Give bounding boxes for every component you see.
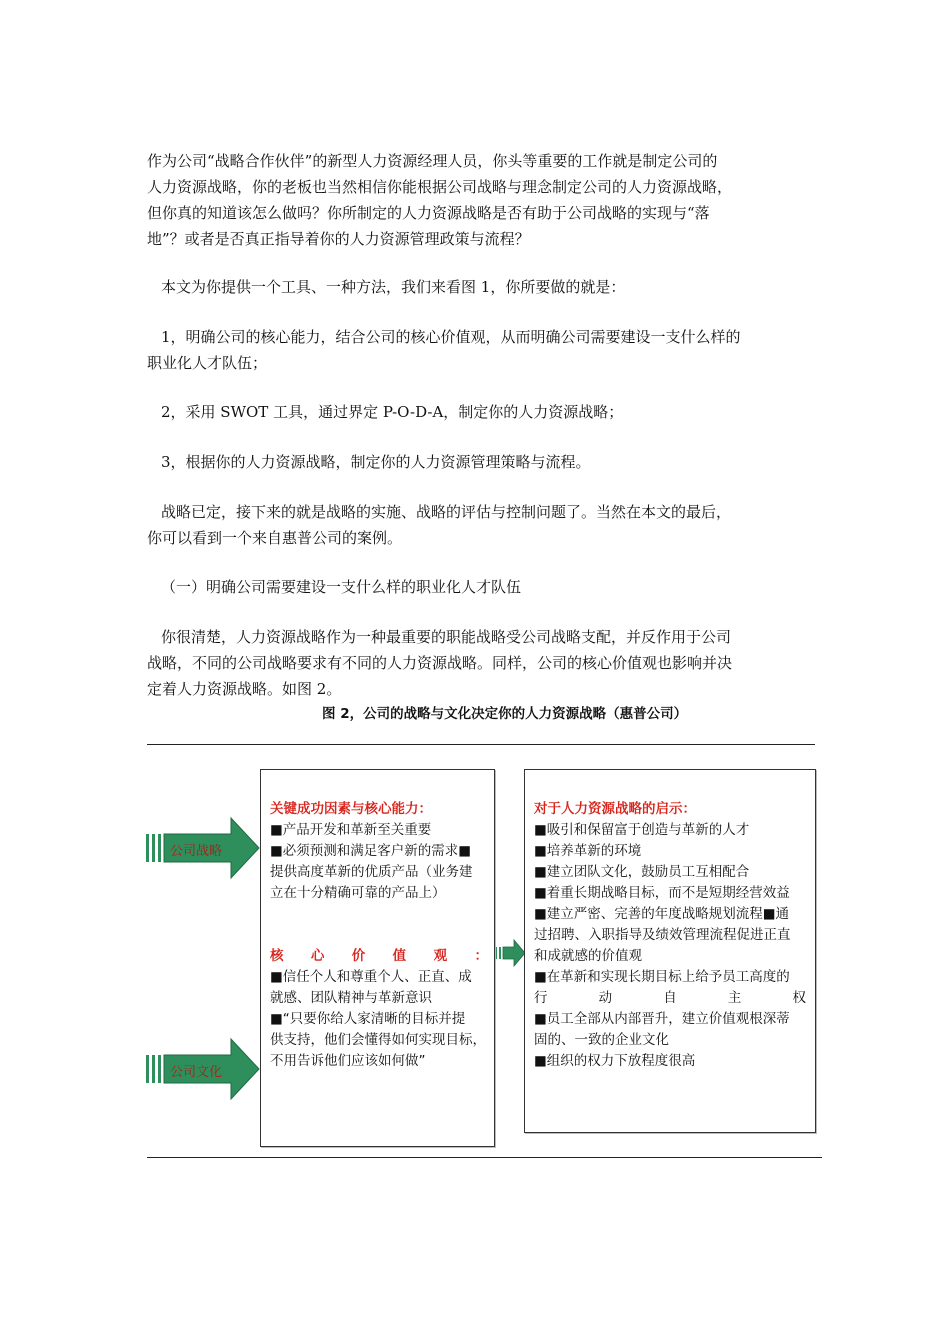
heading-char: 核 [270,948,284,964]
culture-arrow-label: 公司文化 [170,1065,223,1080]
spread-char: 主 [727,990,742,1006]
heading-char: 价 [351,948,366,964]
box-line: ■员工全部从内部晋升，建立价值观根深蒂 [534,1011,790,1027]
box-line: 提供高度革新的优质产品（业务建 [270,864,473,880]
box-line: 立在十分精确可靠的产品上） [270,885,446,901]
heading-char: 值 [392,948,407,964]
box-line: ■产品开发和革新至关重要 [270,822,432,838]
heading-char: 心 [310,948,325,964]
connector-arrow-icon [494,938,526,968]
box-line: ■在革新和实现长期目标上给予员工高度的 [534,969,790,985]
box-line: ■培养革新的环境 [534,843,642,859]
box-line: 不用告诉他们应该如何做” [270,1053,426,1069]
box-line: 和成就感的价值观 [534,948,642,964]
figure-caption: 图 2，公司的战略与文化决定你的人力资源战略（惠普公司） [322,706,688,722]
text-line: 本文为你提供一个工具、一种方法，我们来看图 1，你所要做的就是： [161,278,626,296]
text-line: 定着人力资源战略。如图 2。 [147,680,342,698]
box-line: ■着重长期战略目标，而不是短期经营效益 [534,885,790,901]
box-line: ■组织的权力下放程度很高 [534,1053,696,1069]
spread-char: 权 [792,990,806,1006]
key-success-heading: 关键成功因素与核心能力： [270,801,432,817]
text-line: 2，采用 SWOT 工具，通过界定 P-O-D-A，制定你的人力资源战略； [161,403,624,421]
paragraph-step-1 [147,324,807,376]
box-line: 固的、一致的企业文化 [534,1032,669,1048]
paragraph-case [147,499,807,551]
spread-char: 行 [534,990,548,1006]
paragraph-step-3 [161,449,821,475]
spread-char: 自 [663,990,677,1006]
box-line: ■信任个人和尊重个人、正直、成 [270,969,472,985]
strategy-arrow-label: 公司战略 [170,844,223,859]
box-line: ■必须预测和满足客户新的需求■ [270,843,472,859]
text-line: 3，根据你的人力资源战略，制定你的人力资源管理策略与流程。 [161,453,591,471]
text-line: 战略，不同的公司战略要求有不同的人力资源战略。同样，公司的核心价值观也影响并决 [147,654,733,672]
text-line: 职业化人才队伍； [147,354,268,372]
figure-bottom-rule [147,1157,822,1158]
text-line: 地”？或者是否真正指导着你的人力资源管理政策与流程？ [147,230,530,248]
spacer [270,904,488,946]
box-line: ■吸引和保留富于创造与革新的人才 [534,822,750,838]
box-line [534,988,806,1009]
core-competency-content [270,799,488,1072]
paragraph-intro [147,148,807,252]
figure-top-rule [147,744,815,745]
heading-char: 观 [433,948,448,964]
text-line: 人力资源战略，你的老板也当然相信你能根据公司战略与理念制定公司的人力资源战略， [147,178,733,196]
box-line: 过招聘、入职指导及绩效管理流程促进正直 [534,927,791,943]
section-heading [161,574,821,600]
box-line: 供支持，他们会懂得如何实现目标， [270,1032,486,1048]
text-line: 你很清楚，人力资源战略作为一种最重要的职能战略受公司战略支配，并反作用于公司 [161,628,732,646]
text-line: 战略已定，接下来的就是战略的实施、战略的评估与控制问题了。当然在本文的最后， [161,503,732,521]
text-line: 你可以看到一个来自惠普公司的案例。 [147,529,403,547]
box-line: ■建立严密、完善的年度战略规划流程■通 [534,906,790,922]
spread-char: 动 [598,990,613,1006]
paragraph-hr-strategy [147,624,807,702]
text-line: 1，明确公司的核心能力，结合公司的核心价值观，从而明确公司需要建设一支什么样的 [161,328,741,346]
text-line: （一）明确公司需要建设一支什么样的职业化人才队伍 [161,578,522,596]
text-line: 作为公司“战略合作伙伴”的新型人力资源经理人员，你头等重要的工作就是制定公司的 [147,152,718,170]
hr-implications-content [534,799,806,1072]
hr-implications-heading: 对于人力资源战略的启示： [534,801,696,817]
heading-char: ： [474,948,488,964]
text-line: 但你真的知道该怎么做吗？你所制定的人力资源战略是否有助于公司战略的实现与“落 [147,204,710,222]
box-line: ■建立团队文化，鼓励员工互相配合 [534,864,750,880]
core-values-heading [270,946,488,967]
box-line: 就感、团队精神与革新意识 [270,990,432,1006]
box-line: ■“只要你给人家清晰的目标并提 [270,1011,466,1027]
paragraph-method [161,274,821,300]
paragraph-step-2 [161,399,821,425]
